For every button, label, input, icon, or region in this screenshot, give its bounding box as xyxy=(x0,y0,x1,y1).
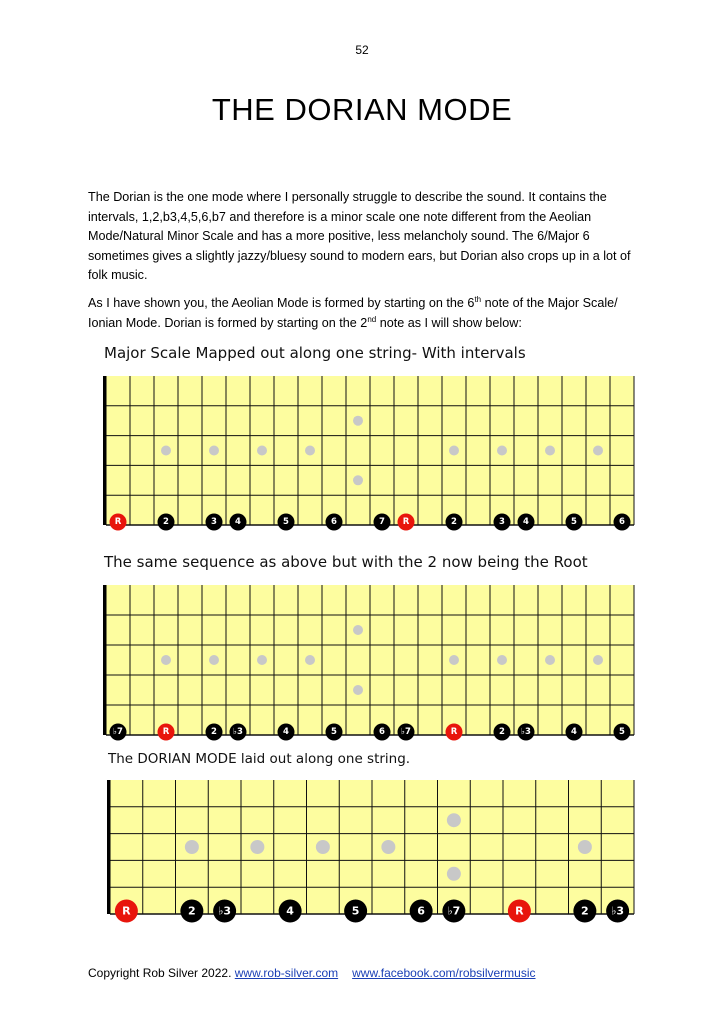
inlay-dot xyxy=(447,813,461,827)
inlay-dot xyxy=(447,867,461,881)
note-label: 4 xyxy=(523,517,529,527)
inlay-dot xyxy=(593,446,603,456)
page-number: 52 xyxy=(355,43,369,57)
note-label: ♭7 xyxy=(447,904,461,918)
inlay-dot xyxy=(545,446,555,456)
inlay-dot xyxy=(305,655,315,665)
note-label: R xyxy=(450,727,458,737)
note-label: R xyxy=(114,517,122,527)
note-label: 3 xyxy=(211,517,217,527)
note-label: ♭7 xyxy=(401,727,411,737)
paragraph-text-3: note as I will show below: xyxy=(376,315,522,330)
inlay-dot xyxy=(305,446,315,456)
note-label: 6 xyxy=(619,517,625,527)
note-label: 5 xyxy=(571,517,577,527)
inlay-dot xyxy=(161,446,171,456)
note-label: R xyxy=(162,727,170,737)
note-label: 2 xyxy=(211,727,217,737)
inlay-dot xyxy=(578,840,592,854)
note-label: 5 xyxy=(619,727,625,737)
copyright-text: Copyright Rob Silver 2022. xyxy=(88,966,232,980)
note-label: ♭7 xyxy=(113,727,123,737)
inlay-dot xyxy=(353,685,363,695)
inlay-dot xyxy=(185,840,199,854)
note-label: 4 xyxy=(571,727,577,737)
note-label: 5 xyxy=(331,727,337,737)
paragraph-text-1: As I have shown you, the Aeolian Mode is formed by starting on the 6 xyxy=(88,296,475,310)
inlay-dot xyxy=(257,655,267,665)
note-label: 2 xyxy=(451,517,457,527)
superscript-nd: nd xyxy=(367,314,377,324)
note-label: 6 xyxy=(379,727,385,737)
note-label: 2 xyxy=(499,727,505,737)
website-link[interactable]: www.rob-silver.com xyxy=(234,966,339,980)
note-label: 2 xyxy=(188,904,196,918)
superscript-th: th xyxy=(474,294,482,304)
inlay-dot xyxy=(593,655,603,665)
inlay-dot xyxy=(353,416,363,426)
inlay-dot xyxy=(353,475,363,485)
note-label: ♭3 xyxy=(218,904,232,918)
note-label: ♭3 xyxy=(611,904,625,918)
note-label: 6 xyxy=(417,904,425,918)
note-label: 7 xyxy=(379,517,385,527)
note-label: ♭3 xyxy=(233,727,243,737)
inlay-dot xyxy=(250,840,264,854)
nut xyxy=(107,780,111,914)
diagram-1-caption: Major Scale Mapped out along one string- With intervals xyxy=(104,344,526,362)
note-label: 2 xyxy=(163,517,169,527)
fretboard-shifted-root xyxy=(103,585,634,741)
note-label: R xyxy=(122,904,131,918)
inlay-dot xyxy=(316,840,330,854)
note-label: R xyxy=(515,904,524,918)
footer xyxy=(88,966,536,980)
inlay-dot xyxy=(497,446,507,456)
paragraph-text-2: note of the Major Scale/ Ionian Mode. Dorian is formed by starting on the 2 xyxy=(88,296,618,330)
diagram-3-caption: The DORIAN MODE laid out along one string. xyxy=(108,751,411,767)
inlay-dot xyxy=(257,446,267,456)
inlay-dot xyxy=(209,655,219,665)
inlay-dot xyxy=(209,446,219,456)
nut xyxy=(103,585,107,735)
note-label: 2 xyxy=(581,904,589,918)
inlay-dot xyxy=(497,655,507,665)
inlay-dot xyxy=(545,655,555,665)
note-label: 5 xyxy=(283,517,289,527)
inlay-dot xyxy=(161,655,171,665)
note-label: ♭3 xyxy=(521,727,531,737)
fretboard-major-scale xyxy=(103,376,634,531)
note-label: 4 xyxy=(286,904,294,918)
note-label: R xyxy=(402,517,410,527)
inlay-dot xyxy=(449,655,459,665)
note-label: 5 xyxy=(351,904,360,918)
note-label: 4 xyxy=(235,517,241,527)
note-label: 3 xyxy=(499,517,505,527)
inlay-dot xyxy=(449,446,459,456)
note-label: 4 xyxy=(283,727,289,737)
diagram-2-caption: The same sequence as above but with the 2 now being the Root xyxy=(104,553,588,571)
inlay-dot xyxy=(381,840,395,854)
page-title: THE DORIAN MODE xyxy=(211,92,513,127)
nut xyxy=(103,376,107,525)
inlay-dot xyxy=(353,625,363,635)
fretboard-dorian-mode xyxy=(107,780,634,923)
note-label: 6 xyxy=(331,517,337,527)
facebook-link[interactable]: www.facebook.com/robsilvermusic xyxy=(352,966,536,980)
intro-paragraph: The Dorian is the one mode where I personally struggle to describe the sound. It contains the intervals, 1,2,b3,4,5,6,b7 and therefore is a minor scale one note different from the Aeolian Mode/Natural Minor Scale and has a more positive, less melancholy sound. The 6/Major 6 sometimes gives a slightly jazzy/bluesy sound to modern ears, but Dorian also crops up in a lot of folk music. xyxy=(88,190,631,282)
